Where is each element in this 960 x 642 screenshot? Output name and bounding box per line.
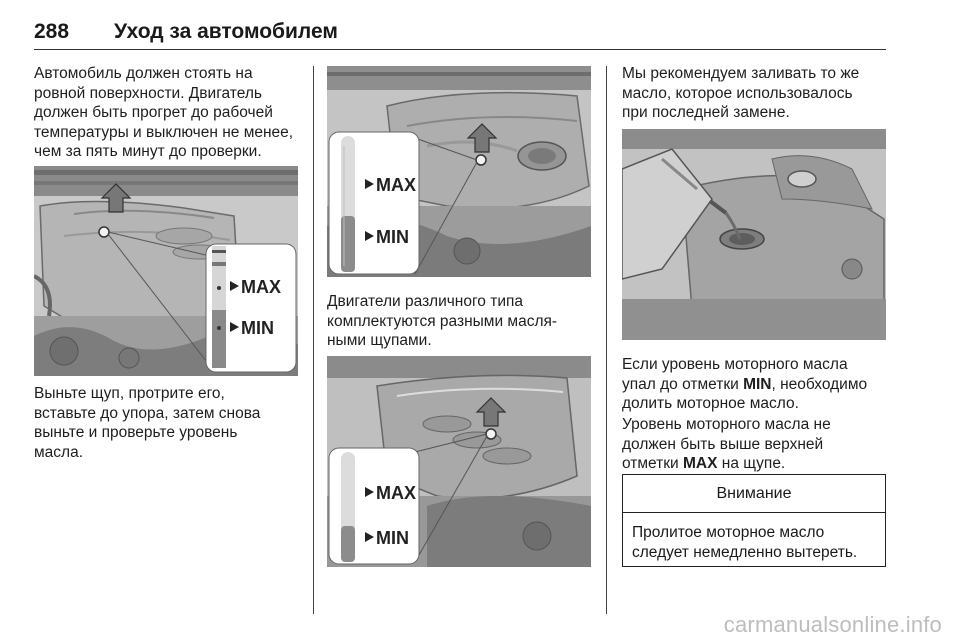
high-level-line bbox=[622, 454, 892, 474]
notice-box bbox=[622, 474, 886, 567]
high-level-line: Уровень моторного масла не bbox=[622, 416, 831, 433]
figure3-max-label: MAX bbox=[376, 483, 416, 503]
intro-line: Автомобиль должен стоять на bbox=[34, 65, 253, 82]
low-level-line bbox=[622, 375, 892, 395]
low-level-line: Если уровень моторного масла bbox=[622, 356, 848, 373]
caption-line: комплектуются разными масля‑ bbox=[327, 312, 558, 330]
high-level-text: на щупе. bbox=[717, 455, 786, 472]
engine-dipstick-figure-1 bbox=[34, 166, 298, 376]
low-level-paragraph bbox=[622, 355, 892, 414]
watermark: carmanualsonline.info bbox=[723, 612, 942, 637]
oil-pouring-figure bbox=[622, 129, 886, 340]
page-title: Уход за автомобилем bbox=[114, 20, 338, 43]
recommend-line: масло, которое использовалось bbox=[622, 84, 853, 102]
low-level-text: упал до отметки bbox=[622, 375, 744, 393]
high-level-paragraph bbox=[622, 415, 892, 474]
high-level-text: отметки bbox=[622, 455, 683, 472]
header-rule bbox=[34, 49, 886, 50]
max-mark-text: MAX bbox=[683, 455, 718, 472]
high-level-line: должен быть выше верхней bbox=[622, 435, 824, 453]
intro-line: чем за пять минут до проверки. bbox=[34, 143, 262, 160]
figure2-max-label: MAX bbox=[376, 175, 416, 195]
intro-line: температуры и выключен не менее, bbox=[34, 123, 294, 141]
step-line: масла. bbox=[34, 443, 83, 461]
engine-types-caption bbox=[327, 292, 599, 351]
engine-dipstick-figure-3 bbox=[327, 356, 591, 567]
figure1-max-label: MAX bbox=[241, 277, 281, 297]
low-level-line: долить моторное масло. bbox=[622, 395, 799, 412]
column-divider-2 bbox=[606, 66, 607, 614]
step-paragraph bbox=[34, 384, 306, 462]
step-line: вставьте до упора, затем снова bbox=[34, 404, 261, 422]
caption-line: Двигатели различного типа bbox=[327, 293, 523, 310]
figure3-min-label: MIN bbox=[376, 528, 409, 548]
min-mark-text: MIN bbox=[743, 375, 772, 393]
intro-paragraph bbox=[34, 64, 306, 162]
notice-title: Внимание bbox=[623, 475, 885, 513]
recommend-line: при последней замене. bbox=[622, 104, 790, 121]
recommend-line: Мы рекомендуем заливать то же bbox=[622, 65, 860, 82]
figure2-min-label: MIN bbox=[376, 227, 409, 247]
intro-line: должен быть прогрет до рабочей bbox=[34, 104, 273, 121]
column-divider-1 bbox=[313, 66, 314, 614]
notice-line: Пролитое моторное масло bbox=[632, 524, 825, 541]
step-line: выньте и проверьте уровень bbox=[34, 424, 238, 441]
intro-line: ровной поверхности. Двигатель bbox=[34, 84, 262, 102]
notice-body bbox=[623, 513, 885, 562]
caption-line: ными щупами. bbox=[327, 332, 432, 349]
page-number: 288 bbox=[34, 20, 70, 43]
low-level-text: , необходимо bbox=[771, 375, 868, 393]
recommend-paragraph bbox=[622, 64, 888, 123]
engine-dipstick-figure-2 bbox=[327, 66, 591, 277]
notice-line: следует немедленно вытереть. bbox=[632, 543, 858, 561]
figure1-min-label: MIN bbox=[241, 318, 274, 338]
step-line: Выньте щуп, протрите его, bbox=[34, 385, 225, 402]
